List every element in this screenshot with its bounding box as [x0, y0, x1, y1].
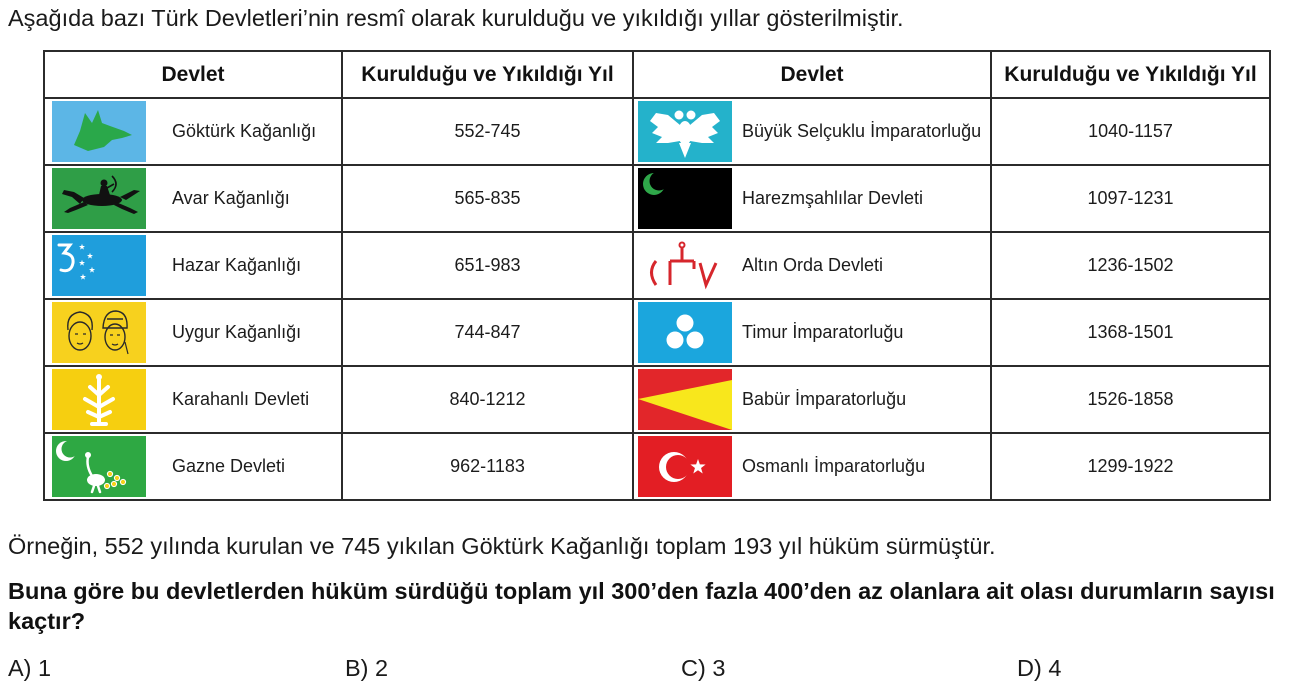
state-cell: [633, 232, 991, 299]
top-circle: [677, 315, 694, 332]
gazne-flag-icon: [52, 436, 146, 497]
harezmsahlar-flag-icon: [638, 168, 732, 229]
table-header: [44, 51, 1270, 98]
state-cell: [633, 98, 991, 165]
peacock-tail-eye: [114, 475, 119, 480]
years-cell: 744-847: [342, 299, 633, 366]
tree-top: [96, 374, 102, 380]
eagle-right-head: [687, 111, 696, 120]
table-row: [44, 232, 1270, 299]
state-name: Harezmşahlılar Devleti: [742, 188, 924, 208]
intro-text: Aşağıda bazı Türk Devletleri’nin resmî olarak kurulduğu ve yıkıldığı yıllar gösterilmiştir.: [8, 5, 904, 31]
option-b: B) 2: [345, 655, 389, 681]
peacock-tail-eye: [104, 483, 109, 488]
years-cell: 1368-1501: [991, 299, 1270, 366]
option-d: D) 4: [1017, 655, 1062, 681]
eagle-body: [678, 121, 692, 145]
state-entry: [634, 302, 990, 363]
timur-flag-icon: [638, 302, 732, 363]
years-cell: 1040-1157: [991, 98, 1270, 165]
table-body: [44, 98, 1270, 500]
header-state-right: Devlet: [633, 51, 991, 98]
years-cell: 1097-1231: [991, 165, 1270, 232]
table-row: [44, 433, 1270, 500]
state-entry: [634, 436, 990, 497]
years-cell: 1526-1858: [991, 366, 1270, 433]
osmanli-flag-icon: [638, 436, 732, 497]
state-name: Göktürk Kağanlığı: [172, 121, 317, 141]
state-cell: [44, 232, 342, 299]
flag-field: [638, 302, 732, 363]
state-cell: [44, 98, 342, 165]
state-cell: [633, 299, 991, 366]
state-entry: [45, 436, 341, 497]
karahanli-flag-icon: [52, 369, 146, 430]
question-text: Buna göre bu devletlerden hüküm sürdüğü toplam yıl 300’den fazla 400’den az olanlara ait olası durumların sayısı kaçtır?: [8, 578, 1275, 634]
peacock-tail-eye: [120, 479, 125, 484]
option-a: A) 1: [8, 655, 52, 681]
state-entry: [45, 235, 341, 296]
bottom-left-circle: [667, 332, 684, 349]
state-entry: [634, 101, 990, 162]
state-name: Osmanlı İmparatorluğu: [742, 456, 926, 476]
state-cell: [44, 165, 342, 232]
uygur-flag-icon: [52, 302, 146, 363]
header-years-right: Kurulduğu ve Yıkıldığı Yıl: [991, 51, 1270, 98]
states-table: [43, 50, 1271, 501]
state-entry: [634, 235, 990, 296]
state-name: Hazar Kağanlığı: [172, 255, 302, 275]
years-cell: 1236-1502: [991, 232, 1270, 299]
state-name: Timur İmparatorluğu: [742, 322, 904, 342]
table-row: [44, 366, 1270, 433]
years-cell: 552-745: [342, 98, 633, 165]
gokturk-flag-icon: [52, 101, 146, 162]
crescent-cutout: [650, 172, 669, 191]
peacock-body: [87, 474, 105, 486]
state-cell: [44, 366, 342, 433]
altin-orda-flag-icon: [638, 235, 732, 296]
state-entry: [634, 369, 990, 430]
crescent-cutout: [62, 441, 79, 458]
state-name: Karahanlı Devleti: [172, 389, 310, 409]
flag-field: [52, 302, 146, 363]
example-text: Örneğin, 552 yılında kurulan ve 745 yıkılan Göktürk Kağanlığı toplam 193 yıl hüküm sürmüştür.: [8, 533, 996, 559]
avar-flag-icon: [52, 168, 146, 229]
crescent-cutout: [666, 455, 690, 479]
state-cell: [44, 433, 342, 500]
table-row: [44, 299, 1270, 366]
state-name: Babür İmparatorluğu: [742, 389, 907, 409]
years-cell: 1299-1922: [991, 433, 1270, 500]
years-cell: 962-1183: [342, 433, 633, 500]
peacock-tail-eye: [107, 471, 112, 476]
state-name: Büyük Selçuklu İmparatorluğu: [742, 121, 982, 141]
babur-flag-icon: [638, 369, 732, 430]
state-name: Avar Kağanlığı: [172, 188, 290, 208]
peacock-tail-eye: [111, 481, 116, 486]
state-name: Altın Orda Devleti: [742, 255, 884, 275]
rider-head: [101, 180, 108, 187]
state-cell: [633, 433, 991, 500]
state-entry: [634, 168, 990, 229]
bottom-right-circle: [687, 332, 704, 349]
years-cell: 565-835: [342, 165, 633, 232]
eagle-left-head: [675, 111, 684, 120]
hazar-flag-icon: [52, 235, 146, 296]
state-entry: [45, 168, 341, 229]
header-state-left: Devlet: [44, 51, 342, 98]
option-c: C) 3: [681, 655, 726, 681]
years-cell: 840-1212: [342, 366, 633, 433]
state-name: Uygur Kağanlığı: [172, 322, 302, 342]
state-entry: [45, 369, 341, 430]
state-cell: [633, 165, 991, 232]
years-cell: 651-983: [342, 232, 633, 299]
state-entry: [45, 101, 341, 162]
table-header-row: [44, 51, 1270, 98]
state-cell: [633, 366, 991, 433]
state-cell: [44, 299, 342, 366]
state-entry: [45, 302, 341, 363]
peacock-head: [85, 452, 91, 458]
state-name: Gazne Devleti: [172, 456, 286, 476]
table-row: [44, 165, 1270, 232]
header-years-left: Kurulduğu ve Yıkıldığı Yıl: [342, 51, 633, 98]
table-row: [44, 98, 1270, 165]
buyuk-selcuklu-flag-icon: [638, 101, 732, 162]
